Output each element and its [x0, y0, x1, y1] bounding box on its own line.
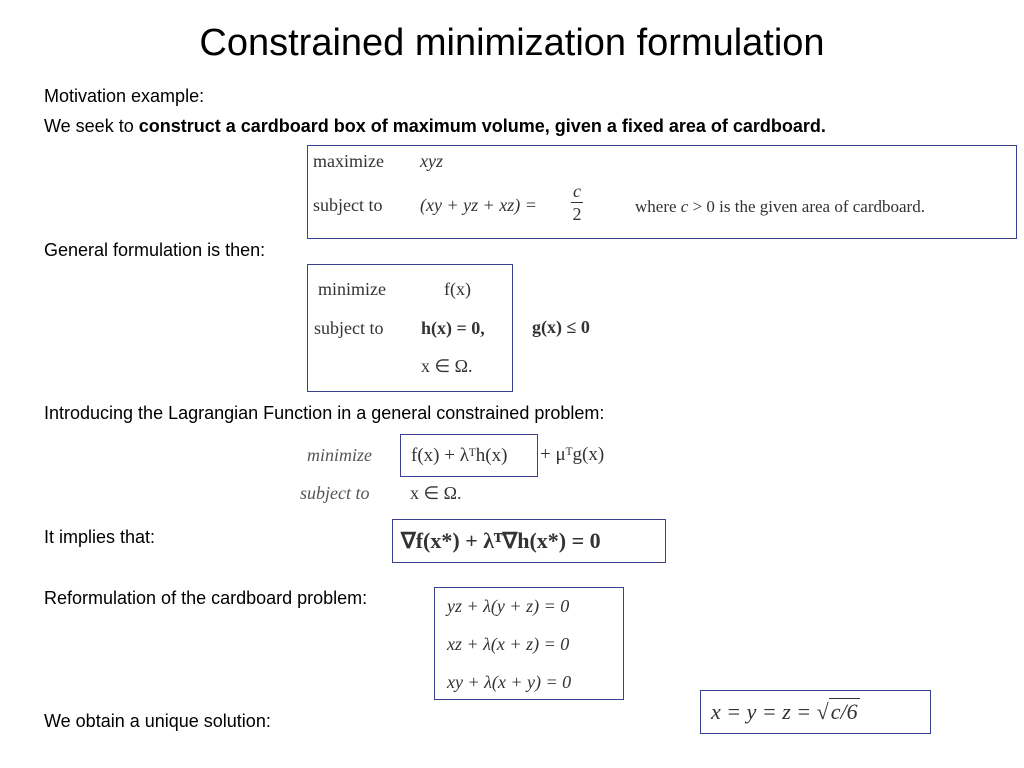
- lagrangian-boxed-term: [400, 434, 538, 477]
- sqrt-radicand: c/6: [830, 699, 858, 724]
- solution-box: [700, 690, 931, 734]
- lagrangian-minimize-label: minimize: [307, 445, 372, 465]
- seek-bold: construct a cardboard box of maximum volume, given a fixed area of cardboard.: [138, 116, 826, 136]
- cardboard-problem-box: [307, 145, 1017, 239]
- minimize-label: minimize: [318, 279, 386, 299]
- inequality-constraint: g(x) ≤ 0: [532, 317, 590, 337]
- lagrangian-term: f(x) + λᵀh(x): [411, 445, 508, 466]
- maximize-label: maximize: [313, 151, 384, 171]
- reform-label: Reformulation of the cardboard problem:: [44, 588, 368, 608]
- lagrangian-domain: x ∈ Ω.: [410, 483, 462, 503]
- kkt-condition-box: [392, 519, 666, 563]
- where-note: where c > 0 is the given area of cardboard.: [635, 197, 925, 216]
- implies-label: It implies that:: [44, 527, 156, 547]
- lagrangian-subject-to-label: subject to: [300, 483, 370, 503]
- system-equation-1: yz + λ(y + z) = 0: [447, 596, 570, 616]
- solution-lhs: x = y = z =: [711, 699, 817, 724]
- solution-expression: [711, 699, 860, 725]
- domain-constraint: x ∈ Ω.: [421, 356, 473, 376]
- motivation-label: Motivation example:: [44, 86, 205, 106]
- slide-title: Constrained minimization formulation: [199, 22, 825, 64]
- frac-num: c: [573, 181, 581, 201]
- general-formulation-box: [307, 264, 513, 392]
- subject-to-label: subject to: [314, 318, 384, 338]
- equality-constraint: h(x) = 0,: [421, 318, 485, 338]
- constraint-lhs: (xy + yz + xz) =: [420, 195, 537, 215]
- system-equation-2: xz + λ(x + z) = 0: [447, 634, 570, 654]
- frac-den: 2: [572, 204, 582, 224]
- seek-prefix: We seek to: [44, 116, 139, 136]
- sqrt-symbol: √: [816, 699, 829, 724]
- general-objective: f(x): [444, 279, 471, 299]
- subject-to-label: subject to: [313, 195, 383, 215]
- maximize-objective: xyz: [420, 151, 443, 171]
- fraction-c-over-2: [571, 182, 583, 223]
- system-equation-3: xy + λ(x + y) = 0: [447, 672, 572, 692]
- general-label: General formulation is then:: [44, 240, 266, 260]
- area-constraint: [420, 195, 537, 216]
- cardboard-system-box: [434, 587, 624, 700]
- kkt-condition: ∇f(x*) + λᵀ∇h(x*) = 0: [401, 528, 601, 553]
- solution-label: We obtain a unique solution:: [44, 711, 271, 731]
- seek-sentence: [44, 116, 826, 137]
- lagrangian-inequality-term: + μᵀg(x): [540, 444, 605, 465]
- lagrangian-label: Introducing the Lagrangian Function in a general constrained problem:: [44, 403, 605, 423]
